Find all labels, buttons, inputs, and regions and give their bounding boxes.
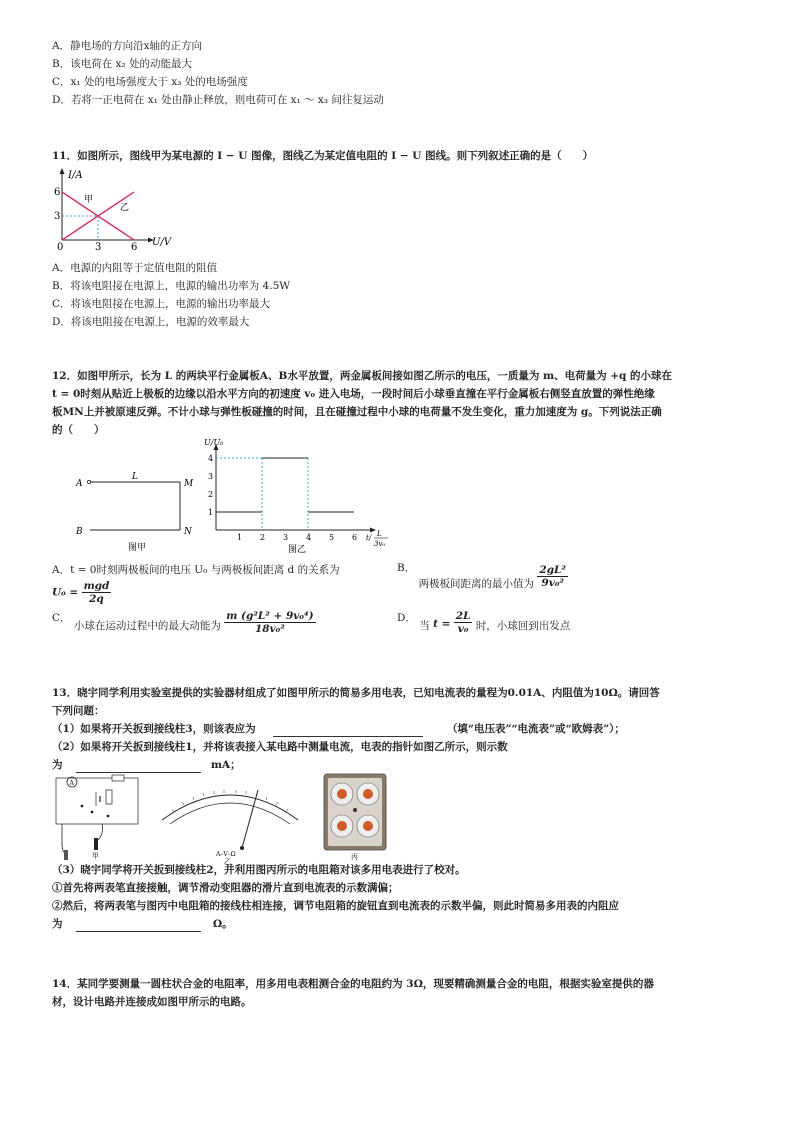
q12-label-a: A bbox=[76, 479, 83, 489]
q13-figure-resistance-box bbox=[322, 772, 388, 860]
q13-part-1 bbox=[52, 721, 625, 737]
q10-option-a: A．静电场的方向沿x轴的正方向 bbox=[52, 40, 203, 52]
q13-part-3-line-3 bbox=[52, 916, 233, 932]
q12-label-l: L bbox=[132, 472, 138, 482]
q11-ylabel: I/A bbox=[68, 170, 83, 181]
q11-label-jia: 甲 bbox=[84, 195, 94, 205]
q12-option-c-prefix: C． bbox=[52, 612, 71, 624]
q12-option-d-denominator: v₀ bbox=[457, 623, 469, 635]
q13-probe-p-wire bbox=[62, 824, 66, 854]
q11-option-d: D．将该电阻接在电源上，电源的效率最大 bbox=[52, 316, 250, 328]
q13-caption-jia: 甲 bbox=[92, 852, 99, 860]
q12-v-xtick-4: 4 bbox=[306, 533, 312, 542]
q12-stem-line-2: t = 0时刻从贴近上极板的边缘以沿水平方向的初速度 v₀ 进入电场，一段时间后小球垂直撞在平行金属板右侧竖直放置的弹性绝缘 bbox=[52, 388, 655, 400]
q12-option-b-numerator: 2gL² bbox=[539, 564, 567, 576]
q12-option-c-text: 小球在运动过程中的最大动能为 bbox=[73, 620, 221, 632]
q12-stem-line-3: 板MN上并被原速反弹。不计小球与弹性板碰撞的时间，且在碰撞过程中小球的电荷量不发生变化，重力加速度为 g。下列说法正确 bbox=[52, 406, 662, 418]
q13-part-1-hint: （填“电压表”“电流表”或“欧姆表”）； bbox=[446, 723, 625, 735]
q12-option-b bbox=[397, 560, 568, 591]
q10-option-b: B．该电荷在 x₂ 处的动能最大 bbox=[52, 58, 193, 70]
q12-v-xunit-prefix: t/ bbox=[366, 534, 372, 542]
q13-resistor-r1-icon bbox=[112, 775, 124, 781]
q13-part-2-unit: mA； bbox=[210, 759, 241, 771]
q13-dial-2-icon bbox=[357, 783, 379, 805]
q13-figure-meter bbox=[150, 776, 310, 866]
q12-caption-yi: 图乙 bbox=[288, 545, 307, 555]
q12-option-b-denominator: 9v₀² bbox=[541, 577, 565, 589]
q12-option-b-prefix: B． bbox=[397, 562, 416, 574]
q13-terminal-3-icon bbox=[107, 815, 110, 818]
q12-option-d-prefix: D． bbox=[397, 612, 416, 624]
q12-option-d-numerator: 2L bbox=[455, 610, 471, 622]
q12-option-c-fraction bbox=[224, 610, 315, 635]
q12-figure-voltage bbox=[200, 440, 400, 556]
q13-meter-label: A–V–Ω bbox=[216, 851, 236, 858]
q12-option-a-denominator: 2q bbox=[89, 593, 104, 605]
q14-line-2: 材，设计电路并连接成如图甲所示的电路。 bbox=[52, 996, 252, 1008]
q13-dial-3-icon bbox=[331, 815, 353, 837]
q13-meter-scale-inner bbox=[170, 803, 290, 824]
q12-stem-line-1: 12．如图甲所示，长为 L 的两块平行金属板A、B水平放置，两金属板间接如图乙所示的电压，一质量为 m、电荷量为 +q 的小球在 bbox=[52, 370, 673, 382]
q11-ytick-6: 6 bbox=[54, 187, 61, 198]
q13-caption-yi: 乙 bbox=[224, 858, 231, 866]
q14-line-1: 14．某同学要测量一圆柱状合金的电阻率，用多用电表粗测合金的电阻约为 3Ω，现要精确测量合金的电阻，根据实验室提供的器 bbox=[52, 978, 654, 990]
q13-answer-blank-1[interactable] bbox=[273, 724, 423, 737]
q12-option-a bbox=[52, 562, 392, 605]
q13-dial-1-icon bbox=[331, 783, 353, 805]
q11-xtick-6: 6 bbox=[131, 242, 138, 253]
q13-ammeter-letter-icon: A bbox=[69, 780, 74, 787]
q10-option-d: D．若将一正电荷在 x₁ 处由静止释放，则电荷可在 x₁ ～ x₃ 间往复运动 bbox=[52, 94, 384, 106]
q13-dial-4-icon bbox=[357, 815, 379, 837]
q10-option-c: C．x₁ 处的电场强度大于 x₃ 处的电场强度 bbox=[52, 76, 248, 88]
q12-v-ytick-2: 2 bbox=[208, 490, 214, 499]
q12-option-a-lhs: U₀ = bbox=[52, 586, 79, 599]
q12-v-xtick-6: 6 bbox=[352, 533, 358, 542]
q12-option-a-prefix: A． bbox=[52, 564, 71, 576]
q13-meter-pivot-icon bbox=[240, 846, 244, 850]
q12-option-b-fraction bbox=[537, 564, 568, 589]
q11-ytick-3: 3 bbox=[54, 211, 61, 222]
q13-box-terminal-icon bbox=[353, 808, 357, 812]
q13-stem-1: 13．晓宇同学利用实验室提供的实验器材组成了如图甲所示的简易多用电表，已知电流表的量程为0.01A、内阻值为10Ω。请回答 bbox=[52, 687, 660, 699]
q12-option-b-text: 两极板间距离的最小值为 bbox=[418, 578, 535, 590]
q11-y-arrow-icon bbox=[60, 168, 65, 174]
q12-v-ytick-3: 3 bbox=[208, 472, 214, 481]
q11-label-yi: 乙 bbox=[120, 203, 130, 213]
q13-part-3-unit: Ω。 bbox=[212, 918, 233, 930]
q12-v-xtick-1: 1 bbox=[237, 533, 243, 542]
q12-v-xtick-2: 2 bbox=[260, 533, 266, 542]
q12-option-d-text-1: 当 bbox=[419, 620, 430, 632]
q13-meter-ticks bbox=[172, 790, 288, 812]
q11-origin: 0 bbox=[57, 242, 64, 253]
q11-stem: 11．如图所示，图线甲为某电源的 I − U 图像，图线乙为某定值电阻的 I − U 图线。则下列叙述正确的是（ ） bbox=[52, 150, 594, 162]
q12-option-a-numerator: mgd bbox=[83, 580, 110, 592]
q13-part-3-prefix: 为 bbox=[52, 918, 63, 930]
q12-v-ytick-4: 4 bbox=[208, 454, 214, 463]
q13-probe-q-icon bbox=[94, 838, 98, 850]
q13-part-2-prefix: 为 bbox=[52, 759, 63, 771]
q12-option-d-text-2: 时，小球回到出发点 bbox=[475, 620, 571, 632]
q12-v-xtick-5: 5 bbox=[329, 533, 335, 542]
q11-option-b: B．将该电阻接在电源上，电源的输出功率为 4.5W bbox=[52, 280, 291, 292]
q12-v-xtick-3: 3 bbox=[283, 533, 289, 542]
q13-figure-circuit bbox=[52, 772, 144, 860]
q12-v-xunit-den: 3v₀ bbox=[374, 540, 386, 548]
q12-label-b: B bbox=[76, 527, 83, 537]
q13-part-1-text: （1）如果将开关扳到接线柱3，则该表应为 bbox=[52, 723, 256, 735]
q12-label-m: M bbox=[184, 479, 194, 489]
q12-v-xunit-num: L bbox=[377, 530, 382, 538]
q12-v-ytick-1: 1 bbox=[208, 508, 214, 517]
q12-label-n: N bbox=[184, 527, 192, 537]
q13-terminal-1-icon bbox=[81, 805, 84, 808]
q11-iu-graph bbox=[40, 166, 190, 253]
q12-option-d-fraction bbox=[454, 610, 473, 635]
q13-part-3-step-2: ②然后，将两表笔与图丙中电阻箱的接线柱相连接，调节电阻箱的旋钮直到电流表的示数半偏，则此时简易多用表的内阻应 bbox=[52, 900, 619, 912]
q13-answer-blank-3[interactable] bbox=[76, 919, 201, 932]
q12-figure-plates bbox=[70, 470, 200, 554]
q11-option-c: C．将该电阻接在电源上，电源的输出功率最大 bbox=[52, 298, 271, 310]
q12-option-a-text: t = 0时刻两极板间的电压 U₀ 与两极板间距离 d 的关系为 bbox=[70, 564, 340, 576]
q13-part-3: （3）晓宇同学将开关扳到接线柱2，并利用图丙所示的电阻箱对该多用电表进行了校对。 bbox=[52, 864, 466, 876]
q11-xtick-3: 3 bbox=[95, 242, 102, 253]
q12-v-x-arrow-icon bbox=[370, 528, 376, 533]
q12-option-a-fraction bbox=[82, 580, 112, 605]
q13-part-3-step-1: ①首先将两表笔直接接触，调节滑动变阻器的滑片直到电流表的示数满偏； bbox=[52, 882, 399, 894]
q12-option-d-t: t = bbox=[433, 618, 451, 630]
q13-caption-bing: 丙 bbox=[351, 853, 358, 861]
q13-probe-p-icon bbox=[64, 850, 68, 860]
q13-stem-2: 下列问题： bbox=[52, 705, 105, 717]
q11-option-a: A．电源的内阻等于定值电阻的阻值 bbox=[52, 262, 218, 274]
q13-rheostat-icon bbox=[106, 790, 112, 804]
q12-option-d bbox=[397, 610, 570, 635]
q13-terminal-2-icon bbox=[91, 811, 94, 814]
q11-xlabel: U/V bbox=[152, 237, 172, 248]
q12-option-c bbox=[52, 610, 316, 635]
q12-stem-line-4: 的（ ） bbox=[52, 424, 105, 436]
q12-v-ylabel: U/U₀ bbox=[204, 438, 224, 447]
q13-part-2-line-2 bbox=[52, 757, 241, 773]
q13-meter-needle bbox=[242, 790, 258, 848]
q13-probe-q-wire bbox=[98, 824, 103, 840]
q12-caption-jia: 图甲 bbox=[128, 543, 147, 553]
q13-part-2: （2）如果将开关扳到接线柱1，并将该表接入某电路中测量电流，电表的指针如图乙所示，则示数 bbox=[52, 741, 508, 753]
q12-option-c-numerator: m (g²L² + 9v₀⁴) bbox=[226, 610, 314, 622]
q12-option-c-denominator: 18v₀² bbox=[254, 623, 285, 635]
